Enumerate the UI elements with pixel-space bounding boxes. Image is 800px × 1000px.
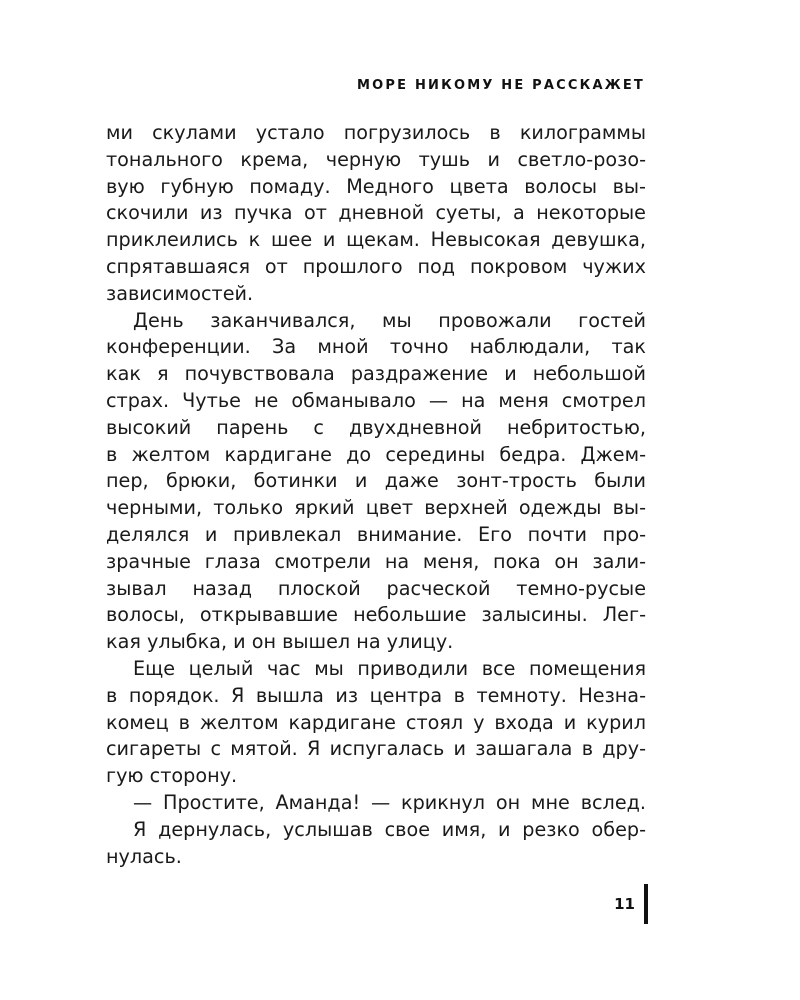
text-line: нулась. [106, 844, 182, 868]
text-line: как я почувствовала раздражение и небольшой [106, 362, 646, 386]
text-line: высокий парень с двухдневной небритостью, [106, 415, 646, 439]
text-line: кая улыбка, и он вышел на улицу. [106, 630, 454, 654]
text-line: скочили из пучка от дневной суеты, а некоторые [106, 201, 646, 225]
text-line: страх. Чутье не обманывало — на меня смотрел [106, 388, 646, 412]
text-line: вую губную помаду. Медного цвета волосы вы- [106, 174, 646, 198]
text-line: сигареты с мятой. Я испугалась и зашагала в дру- [106, 737, 646, 761]
dialogue-line: — Простите, Аманда! — крикнул он мне вслед. [133, 790, 646, 814]
text-line: в желтом кардигане до середины бедра. Джем- [106, 442, 646, 466]
text-line: пер, брюки, ботинки и даже зонт-трость были [106, 469, 646, 493]
running-header: МОРЕ НИКОМУ НЕ РАССКАЖЕТ [357, 78, 645, 93]
text-line: тонального крема, черную тушь и светло-розо- [106, 147, 646, 171]
text-line: делялся и привлекал внимание. Его почти про- [106, 522, 646, 546]
text-line: зрачные глаза смотрели на меня, пока он зали- [106, 549, 646, 573]
text-line: спрятавшаяся от прошлого под покровом чужих [106, 254, 646, 278]
text-line: черными, только яркий цвет верхней одежды вы- [106, 496, 646, 520]
body-text [106, 120, 646, 870]
paragraph-first-line: Я дернулась, услышав свое имя, и резко обер- [133, 817, 646, 841]
paragraph-first-line: Еще целый час мы приводили все помещения [133, 656, 646, 680]
text-line: конференции. За мной точно наблюдали, так [106, 335, 646, 359]
text-line: приклеились к шее и щекам. Невысокая девушка, [106, 228, 646, 252]
text-line: зависимостей. [106, 281, 254, 305]
paragraph-first-line: День заканчивался, мы провожали гостей [133, 308, 646, 332]
text-line: зывал назад плоской расческой темно-русые [106, 576, 646, 600]
page-footer [614, 884, 648, 924]
text-line: гую сторону. [106, 764, 238, 788]
text-line: ми скулами устало погрузилось в килограммы [106, 121, 646, 144]
text-line: комец в желтом кардигане стоял у входа и курил [106, 710, 646, 734]
text-line: в порядок. Я вышла из центра в темноту. Незна- [106, 683, 646, 707]
page-number-rule [644, 884, 648, 924]
page-number: 11 [614, 895, 635, 913]
text-line: волосы, открывавшие небольшие залысины. Лег- [106, 603, 646, 627]
